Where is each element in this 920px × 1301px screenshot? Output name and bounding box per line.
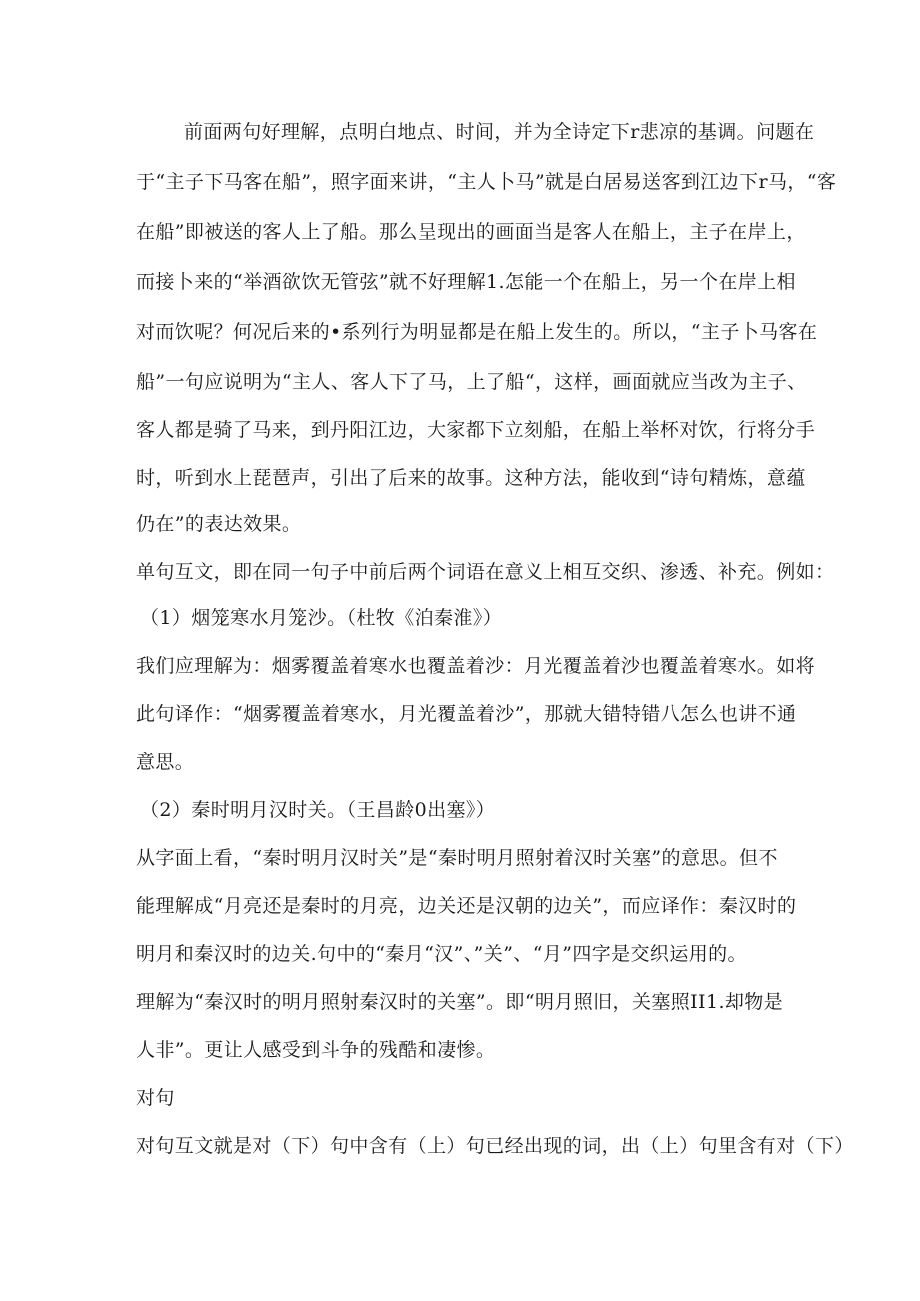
paragraph-1-line-4: 而接卜来的“举酒欲饮无管弦”就不好理解1.怎能一个在船上，另一个在岸上相 — [136, 271, 796, 293]
explanation-2-line-3: 明月和秦汉时的边关.句中的“秦月“汉”、”关”、“月”四字是交织运用的。 — [136, 943, 747, 965]
paragraph-1-line-7: 客人都是骑了马来，到丹阳江边，大家都下立刻船，在船上举杯对饮，行将分手 — [136, 419, 816, 441]
paragraph-1-line-5: 对而饮呢？何况后来的•系列行为明显都是在船上发生的。所以，“主子卜马客在 — [136, 321, 818, 343]
paragraph-2: 单句互文，即在同一句子中前后两个词语在意义上相互交织、渗透、补充。例如： — [136, 561, 835, 583]
explanation-2-line-1: 从字面上看，“秦时明月汉时关”是“秦时明月照射着汉时关塞”的意思。但不 — [136, 847, 778, 869]
paragraph-1-line-2: 于“主子下马客在船”，照字面来讲，“主人卜马”就是白居易送客到江边下r马，“客 — [136, 171, 837, 193]
example-1: （1）烟笼寒水月笼沙。（杜牧《泊秦淮》） — [140, 607, 503, 629]
paragraph-last: 对句互文就是对（下）句中含有（上）句已经出现的词，出（上）句里含有对（下） — [136, 1135, 854, 1157]
explanation-2-line-4: 理解为“秦汉时的明月照射秦汉时的关塞”。即“明月照旧，关塞照II1.却物是 — [136, 991, 784, 1013]
explanation-2-line-2: 能理解成“月亮还是秦时的月亮，边关还是汉朝的边关”，而应译作：秦汉时的 — [136, 895, 797, 917]
explanation-1-line-2: 此句译作：“烟雾覆盖着寒水，月光覆盖着沙”，那就大错特错八怎么也讲不通 — [136, 703, 797, 725]
example-2: （2）秦时明月汉时关。（王昌龄0出塞》） — [140, 799, 496, 821]
paragraph-1-line-1: 前面两句好理解，点明白地点、时间，并为全诗定下r悲凉的基调。问题在 — [184, 121, 815, 143]
explanation-1-line-1: 我们应理解为：烟雾覆盖着寒水也覆盖着沙：月光覆盖着沙也覆盖着寒水。如将 — [136, 655, 816, 677]
paragraph-1-line-8: 时，听到水上琵琶声，引出了后来的故事。这种方法，能收到“诗句精炼，意蕴 — [136, 467, 806, 489]
paragraph-1-line-6: 船”一句应说明为“主人、客人下了马，上了船“，这样，画面就应当改为主子、 — [136, 371, 807, 393]
paragraph-1-line-3: 在船”即被送的客人上了船。那么呈现出的画面当是客人在船上，主子在岸上， — [136, 221, 806, 243]
explanation-1-line-3: 意思。 — [136, 751, 195, 773]
paragraph-1-line-9: 仍在”的表达效果。 — [136, 513, 302, 535]
explanation-2-line-5: 人非”。更让人感受到斗争的残酷和凄惨。 — [136, 1039, 496, 1061]
heading-dui-ju: 对句 — [136, 1087, 175, 1109]
